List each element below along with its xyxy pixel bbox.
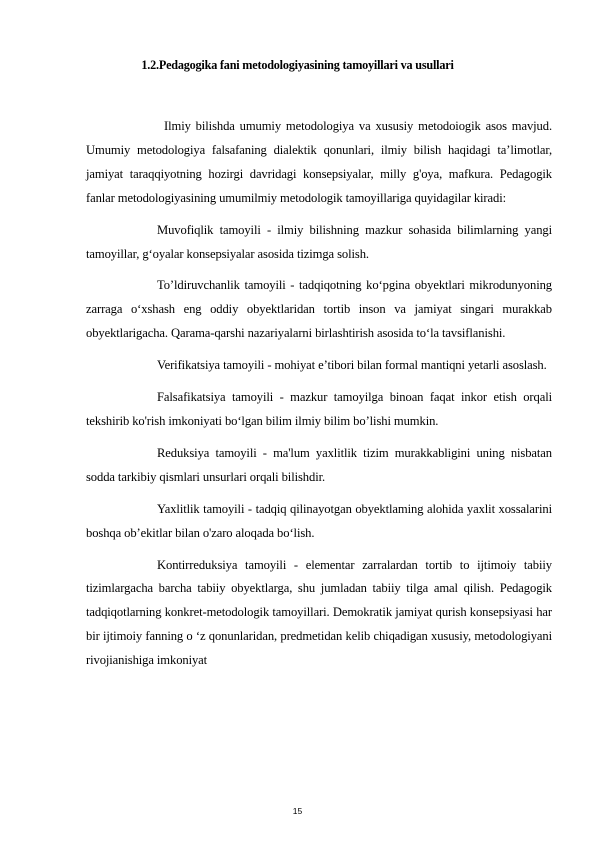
paragraph-falsafikatsiya: Falsafikatsiya tamoyili - mazkur tamoyilga binoan faqat inkor etish orqali tekshirib ko'rish imkoniyati bo‘lgan bilim ilmiy bilim bo’lishi mumkin. [86,390,552,428]
paragraph-muvofiqlik: Muvofiqlik tamoyili - ilmiy bilishning mazkur sohasida bilimlarning yangi tamoyillar, g‘oyalar konsepsiyalar asosida tizimga solish. [86,222,552,261]
paragraph-kontirreduksiya: Kontirreduksiya tamoyili - elementar zarralardan tortib to ijtimoiy tabiiy tizimlargacha barcha tabiiy obyektlarga, shu jumladan tabiiy tilga amal qilish. Pedagogik tadqiqotlarning konkret-metodologik tamoyillari. Demokratik jamiyat qurish konsepsiyasi har bir ijtimoiy fanning o ‘z qonunlaridan, predmetidan kelib chiqadigan xususiy, metodologiyani rivojianishiga imkoniyat [86,557,552,668]
section-heading: 1.2.Pedagogika fani metodologiyasining tamoyillari va usullari [141,58,454,72]
body-text [86,115,552,681]
paragraph-verifikatsiya: Verifikatsiya tamoyili - mohiyat e’tibori bilan formal mantiqni yetarli asoslash. [157,358,547,373]
paragraph-reduksiya: Reduksiya tamoyili - ma'lum yaxlitlik tizim murakkabligini uning nisbatan sodda tarkibiy qismlari unsurlari orqali bilishdir. [86,445,552,484]
paragraph-yaxlitlik: Yaxlitlik tamoyili - tadqiq qilinayotgan obyektlaming alohida yaxlit xossalarini boshqa ob’ekitlar bilan o'zaro aloqada bo‘lish. [86,501,552,540]
page-number: 15 [292,806,303,816]
paragraph-toldiruvchanlik: To’ldiruvchanlik tamoyili - tadqiqotning ko‘pgina obyektlari mikrodunyoning zarraga o‘xshash eng oddiy obyektlaridan tortib inson va jamiyat singari murakkab obyektlarigacha. Qarama-qarshi nazariyalarni birlashtirish asosida to‘la tavsiflanishi. [86,278,552,341]
paragraph-intro: Ilmiy bilishda umumiy metodologiya va xususiy metodoiogik asos mavjud. Umumiy metodologiya falsafaning dialektik qonunlari, ilmiy bilish haqidagi ta’limotlar, jamiyat taraqqiyotning hozirgi davridagi konsepsiyalar, milly g'oya, mafkura. Pedagogik fanlar metodologiyasining umumilmiy metodologik tamoyillariga quyidagilar kiradi: [86,119,552,205]
